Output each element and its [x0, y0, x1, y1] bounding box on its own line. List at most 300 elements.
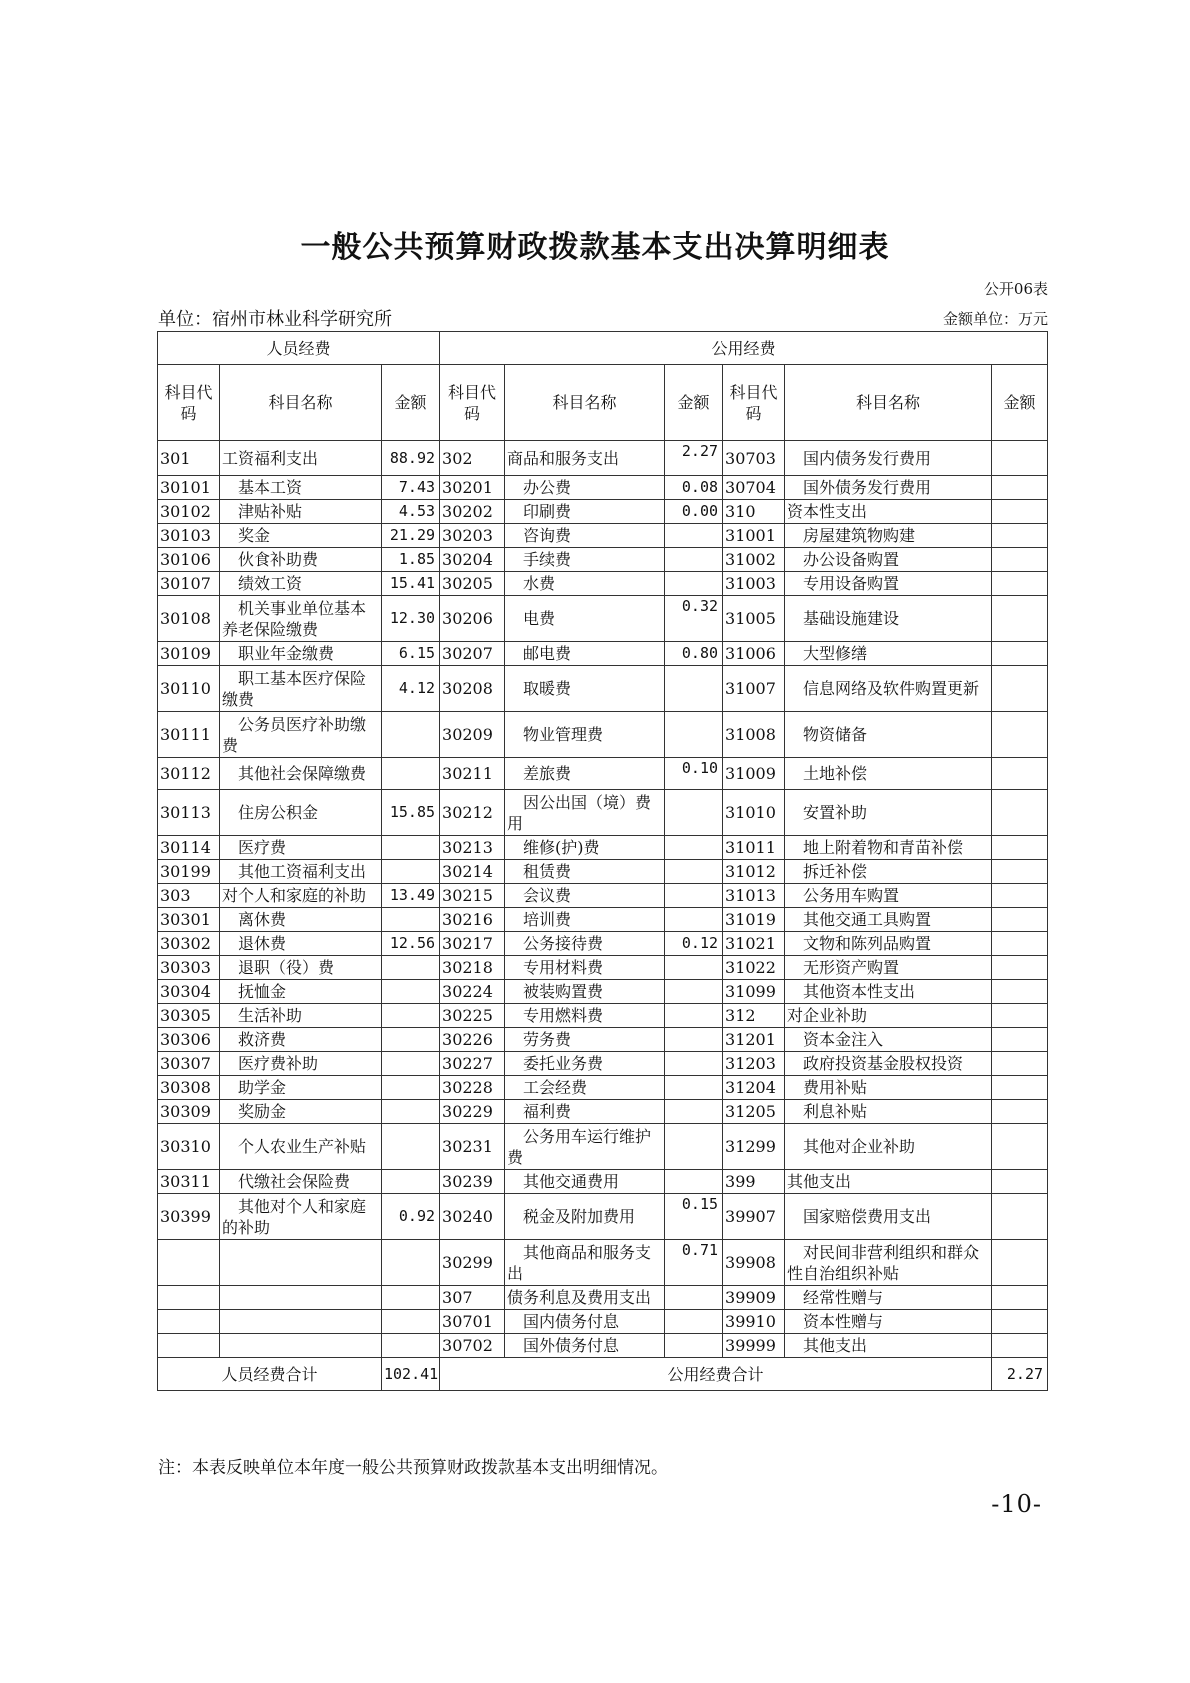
subject-code: 30227 [440, 1052, 505, 1076]
table-row [158, 1240, 1048, 1286]
amount-cell [665, 836, 723, 860]
amount-cell [665, 524, 723, 548]
subject-code: 30107 [158, 572, 220, 596]
subject-name: 资本性赠与 [785, 1310, 992, 1334]
subject-code: 30240 [440, 1194, 505, 1240]
subject-name: 手续费 [505, 548, 665, 572]
subject-name: 退职（役）费 [220, 956, 382, 980]
amount-cell [992, 980, 1048, 1004]
amount-cell: 0.71 [665, 1240, 723, 1286]
amount-cell [665, 908, 723, 932]
amount-cell [665, 860, 723, 884]
table-row [158, 1170, 1048, 1194]
public-header: 公用经费 [440, 332, 1048, 365]
reporting-unit: 单位：宿州市林业科学研究所 [158, 309, 392, 330]
subject-name: 国内债务付息 [505, 1310, 665, 1334]
subject-code: 31010 [723, 790, 785, 836]
subject-name: 培训费 [505, 908, 665, 932]
subject-code: 31009 [723, 758, 785, 790]
subject-name: 无形资产购置 [785, 956, 992, 980]
subject-code: 31022 [723, 956, 785, 980]
subject-code: 30228 [440, 1076, 505, 1100]
subject-name: 其他资本性支出 [785, 980, 992, 1004]
subject-code [158, 1334, 220, 1358]
subject-code: 30229 [440, 1100, 505, 1124]
subject-code [158, 1310, 220, 1334]
amount-cell [382, 980, 440, 1004]
amount-cell: 21.29 [382, 524, 440, 548]
subject-code: 30205 [440, 572, 505, 596]
subject-code: 30239 [440, 1170, 505, 1194]
amount-cell [992, 1100, 1048, 1124]
amount-cell: 15.41 [382, 572, 440, 596]
subject-name: 离休费 [220, 908, 382, 932]
subject-code: 30703 [723, 441, 785, 476]
subject-code: 30231 [440, 1124, 505, 1170]
totals-row [158, 1358, 1048, 1391]
subject-code: 30217 [440, 932, 505, 956]
amount-cell [665, 1310, 723, 1334]
amount-cell [992, 884, 1048, 908]
amount-cell [665, 1124, 723, 1170]
subject-name: 国内债务发行费用 [785, 441, 992, 476]
table-row [158, 1286, 1048, 1310]
subject-code: 30106 [158, 548, 220, 572]
subject-name: 差旅费 [505, 758, 665, 790]
subject-name: 公务接待费 [505, 932, 665, 956]
subject-name: 税金及附加费用 [505, 1194, 665, 1240]
table-row [158, 572, 1048, 596]
subject-code: 30112 [158, 758, 220, 790]
amount-cell [992, 642, 1048, 666]
subject-name: 办公费 [505, 476, 665, 500]
personnel-total-amount: 102.41 [382, 1358, 440, 1391]
subject-code: 39999 [723, 1334, 785, 1358]
subject-code [158, 1240, 220, 1286]
subject-name: 职工基本医疗保险缴费 [220, 666, 382, 712]
amount-cell [992, 1052, 1048, 1076]
subject-code [158, 1286, 220, 1310]
subject-code: 30202 [440, 500, 505, 524]
amount-cell: 0.00 [665, 500, 723, 524]
amount-cell [382, 1028, 440, 1052]
subject-code: 31013 [723, 884, 785, 908]
subject-code: 310 [723, 500, 785, 524]
table-row [158, 1334, 1048, 1358]
subject-code: 30225 [440, 1004, 505, 1028]
form-number: 公开06表 [983, 280, 1048, 298]
public-total-amount: 2.27 [992, 1358, 1048, 1391]
subject-code: 307 [440, 1286, 505, 1310]
subject-name: 个人农业生产补贴 [220, 1124, 382, 1170]
subject-code: 30218 [440, 956, 505, 980]
subject-name: 助学金 [220, 1076, 382, 1100]
table-row [158, 860, 1048, 884]
subject-code: 31099 [723, 980, 785, 1004]
page-number: -10- [991, 1490, 1042, 1518]
amount-cell [382, 1004, 440, 1028]
amount-cell [382, 758, 440, 790]
subject-code: 30203 [440, 524, 505, 548]
subject-name: 因公出国（境）费用 [505, 790, 665, 836]
subject-code: 30303 [158, 956, 220, 980]
subject-code: 30306 [158, 1028, 220, 1052]
subject-code: 30201 [440, 476, 505, 500]
subject-name: 利息补贴 [785, 1100, 992, 1124]
col-amount-header: 金额 [992, 365, 1048, 441]
amount-cell: 4.12 [382, 666, 440, 712]
subject-name: 政府投资基金股权投资 [785, 1052, 992, 1076]
subject-code: 31204 [723, 1076, 785, 1100]
subject-code: 31007 [723, 666, 785, 712]
subject-code: 30307 [158, 1052, 220, 1076]
subject-name: 职业年金缴费 [220, 642, 382, 666]
table-row [158, 1076, 1048, 1100]
amount-cell [992, 1004, 1048, 1028]
subject-code: 31299 [723, 1124, 785, 1170]
amount-cell [665, 1076, 723, 1100]
subject-code: 30310 [158, 1124, 220, 1170]
subject-name: 公务员医疗补助缴费 [220, 712, 382, 758]
amount-cell: 4.53 [382, 500, 440, 524]
table-row [158, 956, 1048, 980]
subject-name: 机关事业单位基本养老保险缴费 [220, 596, 382, 642]
subject-name [220, 1286, 382, 1310]
amount-cell [382, 712, 440, 758]
subject-code: 31003 [723, 572, 785, 596]
subject-name: 被装购置费 [505, 980, 665, 1004]
subject-code: 30308 [158, 1076, 220, 1100]
subject-name: 资本金注入 [785, 1028, 992, 1052]
subject-name: 印刷费 [505, 500, 665, 524]
subject-name: 国外债务发行费用 [785, 476, 992, 500]
subject-name: 租赁费 [505, 860, 665, 884]
subject-name: 医疗费补助 [220, 1052, 382, 1076]
amount-cell [665, 548, 723, 572]
amount-cell [992, 836, 1048, 860]
amount-cell [992, 712, 1048, 758]
amount-cell [665, 884, 723, 908]
amount-cell [382, 1100, 440, 1124]
subject-name: 土地补偿 [785, 758, 992, 790]
subject-name: 水费 [505, 572, 665, 596]
subject-code: 30304 [158, 980, 220, 1004]
col-code-header: 科目代码 [158, 365, 220, 441]
subject-code: 30209 [440, 712, 505, 758]
subject-code: 30701 [440, 1310, 505, 1334]
amount-cell [665, 1286, 723, 1310]
subject-code: 30204 [440, 548, 505, 572]
amount-cell: 0.32 [665, 596, 723, 642]
subject-code: 30111 [158, 712, 220, 758]
subject-name: 资本性支出 [785, 500, 992, 524]
amount-cell [992, 860, 1048, 884]
amount-cell: 12.56 [382, 932, 440, 956]
table-row [158, 836, 1048, 860]
amount-cell [992, 956, 1048, 980]
subject-name: 专用设备购置 [785, 572, 992, 596]
amount-cell [992, 1310, 1048, 1334]
subject-code: 30108 [158, 596, 220, 642]
subject-code: 30399 [158, 1194, 220, 1240]
amount-cell [992, 1028, 1048, 1052]
subject-name: 抚恤金 [220, 980, 382, 1004]
amount-cell: 0.80 [665, 642, 723, 666]
subject-name: 文物和陈列品购置 [785, 932, 992, 956]
subject-name: 大型修缮 [785, 642, 992, 666]
amount-cell [382, 1124, 440, 1170]
amount-cell [992, 1170, 1048, 1194]
subject-name: 委托业务费 [505, 1052, 665, 1076]
amount-cell [992, 666, 1048, 712]
col-code-header: 科目代码 [440, 365, 505, 441]
subject-name: 医疗费 [220, 836, 382, 860]
subject-name: 奖励金 [220, 1100, 382, 1124]
table-row [158, 790, 1048, 836]
amount-cell [382, 956, 440, 980]
personnel-header: 人员经费 [158, 332, 440, 365]
subject-code: 31012 [723, 860, 785, 884]
subject-code: 30206 [440, 596, 505, 642]
amount-cell [992, 932, 1048, 956]
subject-code: 30215 [440, 884, 505, 908]
subject-name: 其他支出 [785, 1170, 992, 1194]
amount-cell [382, 1052, 440, 1076]
subject-name: 其他工资福利支出 [220, 860, 382, 884]
subject-code: 399 [723, 1170, 785, 1194]
amount-cell: 88.92 [382, 441, 440, 476]
subject-code: 30110 [158, 666, 220, 712]
subject-name: 对个人和家庭的补助 [220, 884, 382, 908]
subject-name: 对企业补助 [785, 1004, 992, 1028]
amount-cell [382, 1286, 440, 1310]
subject-name: 其他交通工具购置 [785, 908, 992, 932]
page-title: 一般公共预算财政拨款基本支出决算明细表 [300, 230, 890, 265]
subject-name: 退休费 [220, 932, 382, 956]
col-amount-header: 金额 [665, 365, 723, 441]
subject-name: 救济费 [220, 1028, 382, 1052]
subject-name: 物业管理费 [505, 712, 665, 758]
subject-code: 30109 [158, 642, 220, 666]
table-row [158, 932, 1048, 956]
col-code-header: 科目代码 [723, 365, 785, 441]
table-row [158, 1004, 1048, 1028]
subject-code: 30211 [440, 758, 505, 790]
amount-cell [665, 1004, 723, 1028]
amount-cell [382, 908, 440, 932]
subject-code: 39910 [723, 1310, 785, 1334]
subject-name: 劳务费 [505, 1028, 665, 1052]
subject-code: 31006 [723, 642, 785, 666]
subject-name: 专用材料费 [505, 956, 665, 980]
subject-code: 31019 [723, 908, 785, 932]
subject-name: 房屋建筑物购建 [785, 524, 992, 548]
currency-unit: 金额单位：万元 [942, 310, 1048, 328]
subject-name: 其他对企业补助 [785, 1124, 992, 1170]
amount-cell [992, 908, 1048, 932]
amount-cell [992, 1076, 1048, 1100]
subject-code: 312 [723, 1004, 785, 1028]
subject-code: 30212 [440, 790, 505, 836]
subject-name: 基础设施建设 [785, 596, 992, 642]
amount-cell [992, 441, 1048, 476]
subject-code: 30702 [440, 1334, 505, 1358]
subject-name: 办公设备购置 [785, 548, 992, 572]
subject-code: 31203 [723, 1052, 785, 1076]
subject-name: 经常性赠与 [785, 1286, 992, 1310]
subject-name: 国家赔偿费用支出 [785, 1194, 992, 1240]
subject-name: 会议费 [505, 884, 665, 908]
subject-code: 30199 [158, 860, 220, 884]
subject-name: 其他支出 [785, 1334, 992, 1358]
subject-name [220, 1334, 382, 1358]
amount-cell [992, 1124, 1048, 1170]
subject-name [220, 1240, 382, 1286]
amount-cell: 2.27 [665, 441, 723, 476]
subject-code: 39907 [723, 1194, 785, 1240]
col-name-header: 科目名称 [505, 365, 665, 441]
table-row [158, 1028, 1048, 1052]
table-row [158, 712, 1048, 758]
subject-code: 301 [158, 441, 220, 476]
amount-cell [382, 1240, 440, 1286]
subject-code: 30101 [158, 476, 220, 500]
table-row [158, 1052, 1048, 1076]
subject-code: 30102 [158, 500, 220, 524]
amount-cell [992, 524, 1048, 548]
subject-name: 公务用车购置 [785, 884, 992, 908]
amount-cell [382, 1170, 440, 1194]
table-row [158, 548, 1048, 572]
subject-code: 31205 [723, 1100, 785, 1124]
col-name-header: 科目名称 [220, 365, 382, 441]
subject-code: 30301 [158, 908, 220, 932]
subject-code: 30309 [158, 1100, 220, 1124]
subject-code: 31021 [723, 932, 785, 956]
table-row [158, 524, 1048, 548]
subject-name: 绩效工资 [220, 572, 382, 596]
subject-code: 303 [158, 884, 220, 908]
subject-name: 其他对个人和家庭的补助 [220, 1194, 382, 1240]
subject-name: 基本工资 [220, 476, 382, 500]
subject-name: 安置补助 [785, 790, 992, 836]
subject-name: 福利费 [505, 1100, 665, 1124]
subject-name: 生活补助 [220, 1004, 382, 1028]
amount-cell [665, 572, 723, 596]
subject-code: 30704 [723, 476, 785, 500]
subject-code: 31008 [723, 712, 785, 758]
subject-code: 39908 [723, 1240, 785, 1286]
amount-cell: 1.85 [382, 548, 440, 572]
subject-code: 31011 [723, 836, 785, 860]
amount-cell [992, 476, 1048, 500]
amount-cell [382, 860, 440, 884]
table-row [158, 441, 1048, 476]
subject-name: 津贴补贴 [220, 500, 382, 524]
subject-code: 30305 [158, 1004, 220, 1028]
table-row [158, 596, 1048, 642]
col-name-header: 科目名称 [785, 365, 992, 441]
amount-cell [665, 1052, 723, 1076]
subject-name: 住房公积金 [220, 790, 382, 836]
amount-cell [665, 790, 723, 836]
subject-name [220, 1310, 382, 1334]
amount-cell [665, 1170, 723, 1194]
amount-cell [382, 836, 440, 860]
amount-cell: 6.15 [382, 642, 440, 666]
col-amount-header: 金额 [382, 365, 440, 441]
subject-name: 其他商品和服务支出 [505, 1240, 665, 1286]
subject-name: 工会经费 [505, 1076, 665, 1100]
amount-cell [992, 1334, 1048, 1358]
amount-cell: 15.85 [382, 790, 440, 836]
amount-cell [665, 712, 723, 758]
subject-name: 专用燃料费 [505, 1004, 665, 1028]
subject-name: 工资福利支出 [220, 441, 382, 476]
subject-code: 30113 [158, 790, 220, 836]
amount-cell: 12.30 [382, 596, 440, 642]
subject-name: 代缴社会保险费 [220, 1170, 382, 1194]
subject-name: 拆迁补偿 [785, 860, 992, 884]
subject-name: 公务用车运行维护费 [505, 1124, 665, 1170]
amount-cell [665, 980, 723, 1004]
personnel-total-label: 人员经费合计 [158, 1358, 382, 1391]
subject-name: 咨询费 [505, 524, 665, 548]
subject-name: 信息网络及软件购置更新 [785, 666, 992, 712]
table-row [158, 666, 1048, 712]
table-row [158, 758, 1048, 790]
subject-name: 伙食补助费 [220, 548, 382, 572]
table-row [158, 1310, 1048, 1334]
subject-code: 30213 [440, 836, 505, 860]
subject-code: 31005 [723, 596, 785, 642]
subject-name: 维修(护)费 [505, 836, 665, 860]
amount-cell: 7.43 [382, 476, 440, 500]
subject-code: 30207 [440, 642, 505, 666]
table-row [158, 476, 1048, 500]
subject-name: 其他社会保障缴费 [220, 758, 382, 790]
amount-cell [992, 1286, 1048, 1310]
amount-cell [665, 666, 723, 712]
amount-cell [992, 548, 1048, 572]
amount-cell [992, 596, 1048, 642]
subject-name: 对民间非营利组织和群众性自治组织补贴 [785, 1240, 992, 1286]
subject-code: 30226 [440, 1028, 505, 1052]
subject-name: 奖金 [220, 524, 382, 548]
amount-cell: 0.92 [382, 1194, 440, 1240]
amount-cell [665, 1028, 723, 1052]
table-row [158, 980, 1048, 1004]
amount-cell [992, 790, 1048, 836]
amount-cell [382, 1310, 440, 1334]
subject-name: 其他交通费用 [505, 1170, 665, 1194]
subject-name: 邮电费 [505, 642, 665, 666]
subject-code: 30299 [440, 1240, 505, 1286]
subject-name: 地上附着物和青苗补偿 [785, 836, 992, 860]
amount-cell: 0.08 [665, 476, 723, 500]
subject-code: 30311 [158, 1170, 220, 1194]
amount-cell [665, 956, 723, 980]
subject-name: 债务利息及费用支出 [505, 1286, 665, 1310]
subject-code: 31001 [723, 524, 785, 548]
subject-name: 电费 [505, 596, 665, 642]
subject-name: 物资储备 [785, 712, 992, 758]
table-row [158, 500, 1048, 524]
subject-code: 302 [440, 441, 505, 476]
subject-name: 国外债务付息 [505, 1334, 665, 1358]
amount-cell [992, 500, 1048, 524]
amount-cell: 0.10 [665, 758, 723, 790]
